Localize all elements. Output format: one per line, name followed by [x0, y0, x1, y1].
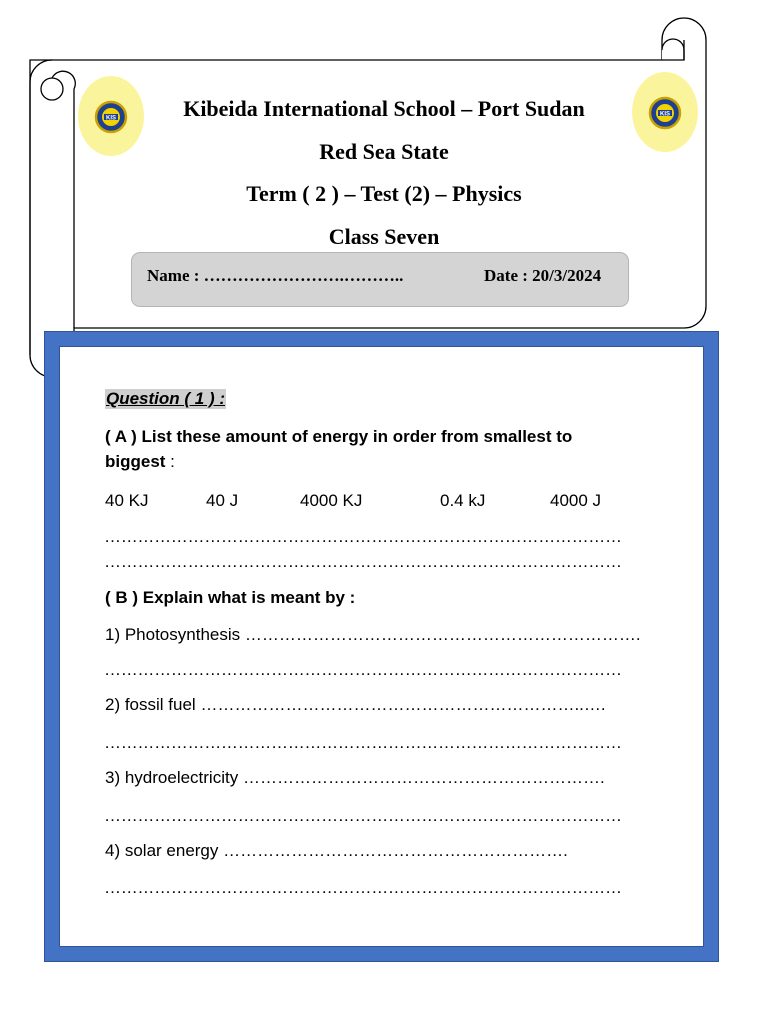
item-dots[interactable]: …………………………………………………………..…. — [200, 695, 606, 714]
test-title: Term ( 2 ) – Test (2) – Physics — [246, 181, 522, 206]
svg-text:KIS: KIS — [659, 111, 671, 118]
energy-value: 4000 KJ — [300, 491, 363, 510]
inner-frame — [59, 346, 704, 947]
item-dots[interactable]: ………………………………………………………. — [242, 768, 605, 787]
energy-value: 4000 J — [550, 491, 602, 510]
part-a-bold-word: biggest — [105, 452, 166, 471]
school-name: Kibeida International School – Port Sudan — [183, 96, 585, 121]
part-b-heading: ( B ) Explain what is meant by : — [105, 588, 356, 607]
item-label: 3) hydroelectricity — [105, 768, 239, 787]
part-a-colon: : — [165, 452, 175, 471]
svg-text:KIS: KIS — [105, 115, 117, 122]
answer-line-b1[interactable]: ………………………………………………………………………………… — [104, 660, 622, 679]
state-name: Red Sea State — [319, 139, 449, 164]
energy-value: 40 KJ — [105, 491, 149, 510]
item-fossil-fuel — [105, 695, 606, 715]
item-dots[interactable]: ……………………………………………………. — [223, 841, 568, 860]
energy-value: 0.4 kJ — [440, 491, 486, 510]
part-a-heading: ( A ) List these amount of energy in order from smallest to — [105, 427, 573, 446]
energy-value: 40 J — [206, 491, 239, 510]
item-label: 2) fossil fuel — [105, 695, 196, 714]
crest-icon — [94, 100, 128, 134]
item-hydroelectricity — [105, 768, 605, 788]
school-logo-right — [632, 72, 698, 152]
date-label: Date : 20/3/2024 — [484, 266, 602, 285]
question-box — [45, 332, 718, 961]
answer-line-b3[interactable]: ………………………………………………………………………………… — [104, 806, 622, 825]
answer-line-a2[interactable]: ………………………………………………………………………………… — [104, 552, 622, 571]
item-label: 1) Photosynthesis — [105, 625, 241, 644]
part-a-heading-line2 — [105, 452, 175, 472]
item-solar-energy — [105, 841, 568, 861]
item-photosynthesis — [105, 625, 641, 645]
name-date-bar — [131, 252, 629, 307]
answer-line-a1[interactable]: ………………………………………………………………………………… — [104, 527, 622, 546]
item-dots[interactable]: ……………………………………………………………. — [244, 625, 641, 644]
school-logo-left — [78, 76, 144, 156]
crest-icon — [648, 96, 682, 130]
item-label: 4) solar energy — [105, 841, 219, 860]
answer-line-b4[interactable]: ………………………………………………………………………………… — [104, 878, 622, 897]
question-title: Question ( 1 ) : — [106, 389, 225, 408]
name-field[interactable]: Name : …………………….……….. — [147, 266, 404, 285]
class-name: Class Seven — [328, 224, 440, 249]
answer-line-b2[interactable]: ………………………………………………………………………………… — [104, 733, 622, 752]
